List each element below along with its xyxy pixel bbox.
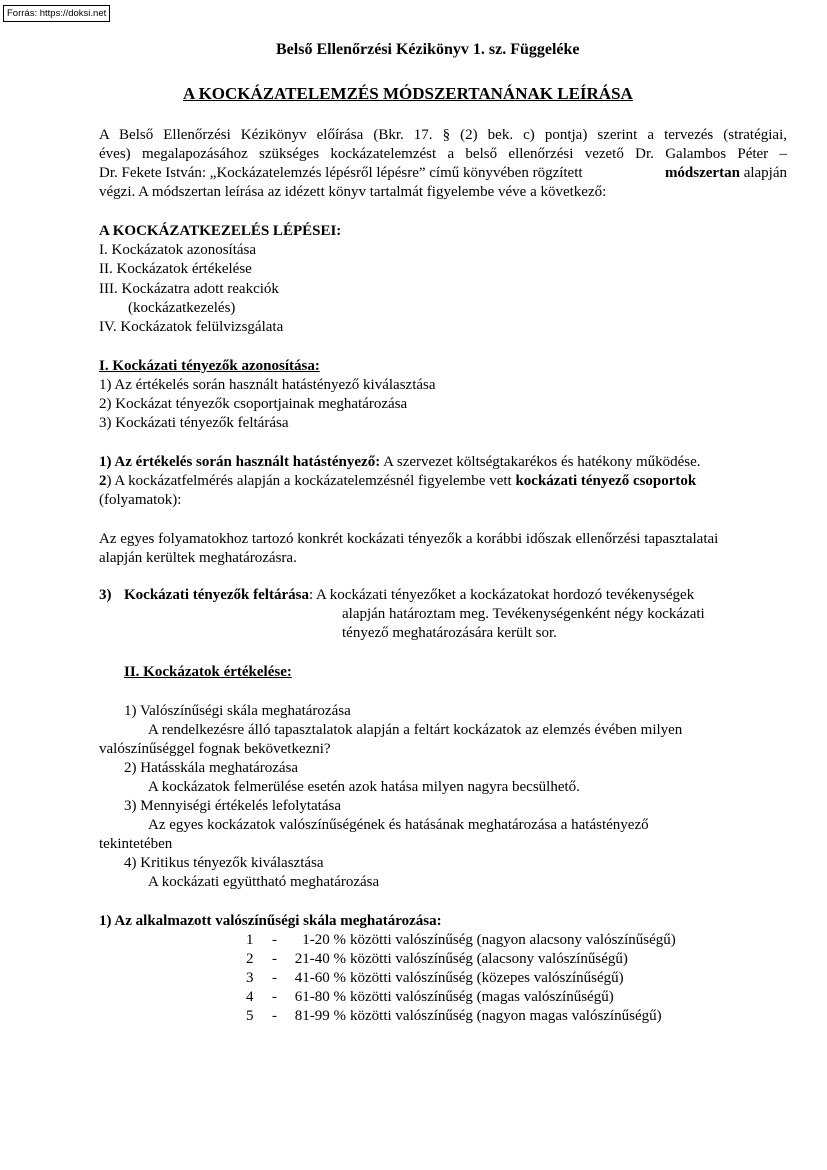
section-2-item-3-desc-cont: tekintetében xyxy=(99,836,173,852)
scale-row-text: közötti valószínűség (nagyon magas valószínűségű) xyxy=(350,1008,662,1024)
scale-row-text: közötti valószínűség (alacsony valószínűségű) xyxy=(350,951,628,967)
scale-row xyxy=(246,931,676,950)
risk-groups-paragraph xyxy=(99,472,696,491)
intro-line-1: A Belső Ellenőrzési Kézikönyv előírása (Bkr. 17. § (2) bek. c) pontja) szerint a tervezés (stratégiai, xyxy=(99,127,787,143)
scale-row-range: 61-80 % xyxy=(294,989,346,1005)
section-1-item: 2) Kockázat tényezők csoportjainak meghatározása xyxy=(99,396,408,412)
step-item: IV. Kockázatok felülvizsgálata xyxy=(99,319,284,335)
step-item: II. Kockázatok értékelése xyxy=(99,261,252,277)
document-title: A KOCKÁZATELEMZÉS MÓDSZERTANÁNAK LEÍRÁSA xyxy=(183,84,633,103)
scale-row-text: közötti valószínűség (közepes valószínűségű) xyxy=(350,970,624,986)
intro-method-word: módszertan xyxy=(664,165,740,181)
scale-row xyxy=(246,988,614,1007)
scale-row-number: 1 xyxy=(246,932,254,948)
risk-groups-text: ) A kockázatfelmérés alapján a kockázatelemzésnél figyelembe vett xyxy=(106,473,516,489)
step-item: (kockázatkezelés) xyxy=(128,300,236,316)
document-subtitle: Belső Ellenőrzési Kézikönyv 1. sz. Függeléke xyxy=(276,41,580,58)
section-2-item-2-desc: A kockázatok felmerülése esetén azok hatása milyen nagyra becsülhető. xyxy=(148,779,580,795)
scale-row-range: 81-99 % xyxy=(294,1008,346,1024)
step-item: I. Kockázatok azonosítása xyxy=(99,242,257,258)
scale-row-text: közötti valószínűség (nagyon alacsony valószínűségű) xyxy=(350,932,676,948)
risk-groups-bold: kockázati tényező csoportok xyxy=(515,473,697,489)
process-paragraph-line-2: alapján kerültek meghatározásra. xyxy=(99,550,297,566)
scale-row-dash: - xyxy=(272,951,277,967)
scale-row-range: 41-60 % xyxy=(294,970,346,986)
process-paragraph-line-1: Az egyes folyamatokhoz tartozó konkrét kockázati tényezők a korábbi időszak ellenőrzési tapasztalatai xyxy=(99,531,719,547)
impact-factor-text: A szervezet költségtakarékos és hatékony működése. xyxy=(380,454,701,470)
factor-discovery-label: Kockázati tényezők feltárása xyxy=(124,587,309,603)
scale-row-dash: - xyxy=(272,989,277,1005)
factor-discovery-paragraph xyxy=(99,586,694,605)
section-2-item-1-desc: A rendelkezésre álló tapasztalatok alapján a feltárt kockázatok az elemzés évében milyen xyxy=(148,722,683,738)
factor-discovery-text: : A kockázati tényezőket a kockázatokat hordozó tevékenységek xyxy=(308,587,695,603)
impact-factor-label: 1) Az értékelés során használt hatástényező: xyxy=(99,454,381,470)
scale-row-dash: - xyxy=(272,970,277,986)
steps-heading: A KOCKÁZATKEZELÉS LÉPÉSEI: xyxy=(99,223,342,239)
scale-row-dash: - xyxy=(272,1008,277,1024)
factor-discovery-number: 3) xyxy=(99,587,112,603)
scale-row-range: 21-40 % xyxy=(294,951,346,967)
intro-line-3-end: alapján xyxy=(743,165,787,181)
scale-row-range: 1-20 % xyxy=(302,932,346,948)
section-2-item-1-desc-cont: valószínűséggel fognak bekövetkezni? xyxy=(99,741,331,757)
probability-scale-heading: 1) Az alkalmazott valószínűségi skála meghatározása: xyxy=(99,913,442,929)
section-2-item-4: 4) Kritikus tényezők kiválasztása xyxy=(124,855,324,871)
intro-line-3 xyxy=(99,164,787,183)
scale-row-number: 3 xyxy=(246,970,254,986)
factor-discovery-line-2: alapján határoztam meg. Tevékenységenként négy kockázati xyxy=(342,606,705,622)
step-item: III. Kockázatra adott reakciók xyxy=(99,281,279,297)
section-2-item-3-desc: Az egyes kockázatok valószínűségének és hatásának meghatározása a hatástényező xyxy=(148,817,649,833)
section-2-item-1: 1) Valószínűségi skála meghatározása xyxy=(124,703,351,719)
scale-row-text: közötti valószínűség (magas valószínűségű) xyxy=(350,989,614,1005)
section-1-item: 3) Kockázati tényezők feltárása xyxy=(99,415,289,431)
section-1-item: 1) Az értékelés során használt hatástényező kiválasztása xyxy=(99,377,436,393)
section-2-item-2: 2) Hatásskála meghatározása xyxy=(124,760,299,776)
section-2-heading: II. Kockázatok értékelése: xyxy=(124,664,292,680)
intro-line-4: végzi. A módszertan leírása az idézett könyv tartalmát figyelembe véve a következő: xyxy=(99,184,607,200)
risk-groups-continued: (folyamatok): xyxy=(99,492,182,508)
factor-discovery-line-3: tényező meghatározására került sor. xyxy=(342,625,557,641)
scale-row-dash: - xyxy=(272,932,277,948)
section-2-item-3: 3) Mennyiségi értékelés lefolytatása xyxy=(124,798,342,814)
risk-groups-number: 2 xyxy=(99,473,107,489)
section-2-item-4-desc: A kockázati együttható meghatározása xyxy=(148,874,380,890)
scale-row-number: 5 xyxy=(246,1008,254,1024)
scale-row xyxy=(246,969,624,988)
intro-line-3-text: Dr. Fekete István: „Kockázatelemzés lépésről lépésre” című könyvében rögzített xyxy=(99,165,583,181)
impact-factor-paragraph xyxy=(99,453,701,472)
scale-row-number: 4 xyxy=(246,989,254,1005)
intro-line-2: éves) megalapozásához szükséges kockázatelemzést a belső ellenőrzési vezető Dr. Galambos Péter – xyxy=(99,146,787,162)
scale-row xyxy=(246,1007,662,1026)
section-1-heading: I. Kockázati tényezők azonosítása: xyxy=(99,358,320,374)
scale-row xyxy=(246,950,628,969)
source-label[interactable]: Forrás: https://doksi.net xyxy=(3,5,110,22)
scale-row-number: 2 xyxy=(246,951,254,967)
